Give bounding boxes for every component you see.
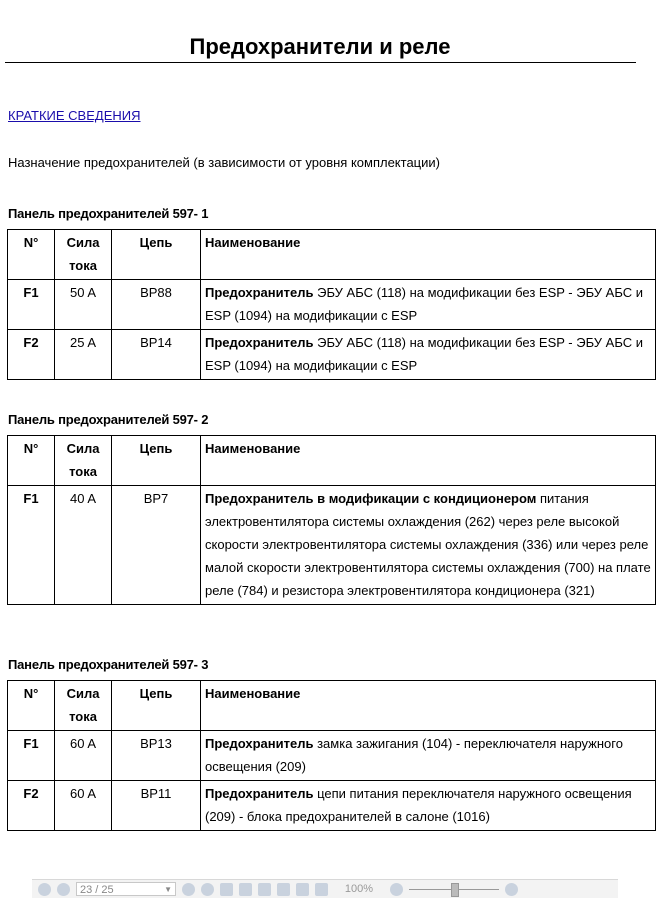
last-page-icon[interactable] — [201, 883, 214, 896]
fuse-amperage: 25 A — [55, 330, 112, 380]
fuse-description: Предохранитель цепи питания переключателя наружного освещения (209) - блока предохранителей в салоне (1016) — [201, 781, 656, 831]
fuse-num: F2 — [8, 330, 55, 380]
header-name: Наименование — [201, 681, 656, 731]
fuse-circuit: BP7 — [112, 486, 201, 605]
header-num: N° — [8, 230, 55, 280]
fuse-description: Предохранитель ЭБУ АБС (118) на модификации без ESP - ЭБУ АБС и ESP (1094) на модификации с ESP — [201, 280, 656, 330]
intro-text: Назначение предохранителей (в зависимости от уровня комплектации) — [8, 155, 440, 170]
header-num: N° — [8, 436, 55, 486]
table-row — [8, 330, 656, 380]
header-name: Наименование — [201, 230, 656, 280]
zoom-in-icon[interactable] — [505, 883, 518, 896]
chevron-down-icon: ▼ — [164, 885, 172, 894]
fuse-table-597-2 — [7, 435, 656, 605]
table-header-row — [8, 230, 656, 280]
table-row — [8, 781, 656, 831]
fuse-amperage: 40 A — [55, 486, 112, 605]
summary-link[interactable]: КРАТКИЕ СВЕДЕНИЯ — [8, 108, 141, 123]
first-page-icon[interactable] — [182, 883, 195, 896]
fuse-description: Предохранитель замка зажигания (104) - переключателя наружного освещения (209) — [201, 731, 656, 781]
fuse-circuit: BP88 — [112, 280, 201, 330]
fuse-description: Предохранитель ЭБУ АБС (118) на модификации без ESP - ЭБУ АБС и ESP (1094) на модификации с ESP — [201, 330, 656, 380]
next-page-icon[interactable] — [57, 883, 70, 896]
fuse-num: F1 — [8, 486, 55, 605]
header-circuit: Цепь — [112, 230, 201, 280]
page-title: Предохранители и реле — [189, 34, 451, 59]
fuse-amperage: 50 A — [55, 280, 112, 330]
header-amperage: Сила тока — [55, 681, 112, 731]
title-divider — [5, 62, 636, 63]
fuse-description: Предохранитель в модификации с кондиционером питания электровентилятора системы охлаждения (262) через реле высокой скорости электровентилятора системы охлаждения (336) или через реле малой скорости электровентилятора системы охлаждения (700) на плате реле (784) и резистора электровентилятора кондиционера (321) — [201, 486, 656, 605]
header-circuit: Цепь — [112, 681, 201, 731]
fuse-circuit: BP13 — [112, 731, 201, 781]
continuous-view-icon[interactable] — [277, 883, 290, 896]
table-header-row — [8, 681, 656, 731]
fuse-amperage: 60 A — [55, 731, 112, 781]
fuse-circuit: BP14 — [112, 330, 201, 380]
table-row — [8, 280, 656, 330]
single-page-view-icon[interactable] — [258, 883, 271, 896]
table-row — [8, 486, 656, 605]
fuse-amperage: 60 A — [55, 781, 112, 831]
fuse-table-597-3 — [7, 680, 656, 831]
fuse-num: F2 — [8, 781, 55, 831]
page-selector[interactable] — [76, 882, 176, 896]
two-page-view-icon[interactable] — [296, 883, 309, 896]
header-num: N° — [8, 681, 55, 731]
back-arrow-icon[interactable] — [220, 883, 233, 896]
table-header-row — [8, 436, 656, 486]
panel-heading-597-3: Панель предохранителей 597- 3 — [8, 657, 209, 672]
viewer-toolbar — [32, 879, 618, 898]
header-name: Наименование — [201, 436, 656, 486]
table-row — [8, 731, 656, 781]
forward-arrow-icon[interactable] — [239, 883, 252, 896]
fuse-num: F1 — [8, 731, 55, 781]
zoom-out-icon[interactable] — [390, 883, 403, 896]
fuse-circuit: BP11 — [112, 781, 201, 831]
zoom-slider-handle[interactable] — [451, 883, 459, 897]
zoom-slider[interactable] — [409, 889, 499, 890]
header-circuit: Цепь — [112, 436, 201, 486]
page-indicator: 23 / 25 — [80, 884, 114, 896]
fuse-table-597-1 — [7, 229, 656, 380]
prev-page-icon[interactable] — [38, 883, 51, 896]
fuse-num: F1 — [8, 280, 55, 330]
two-page-continuous-icon[interactable] — [315, 883, 328, 896]
zoom-level[interactable]: 100% — [344, 883, 374, 895]
panel-heading-597-1: Панель предохранителей 597- 1 — [8, 206, 209, 221]
header-amperage: Сила тока — [55, 230, 112, 280]
panel-heading-597-2: Панель предохранителей 597- 2 — [8, 412, 209, 427]
header-amperage: Сила тока — [55, 436, 112, 486]
